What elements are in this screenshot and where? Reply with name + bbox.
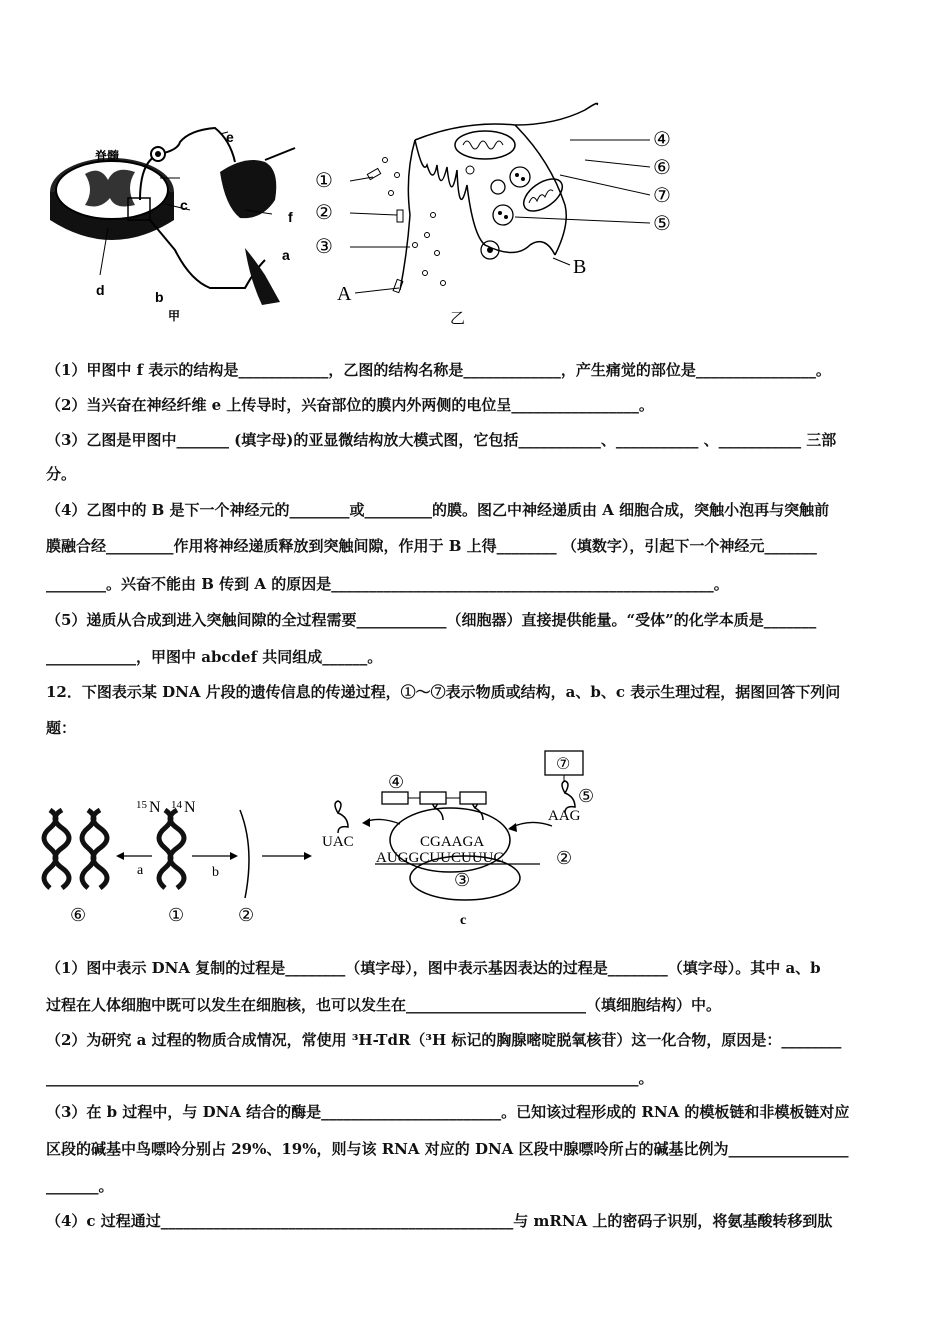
mrna-label-2: ② xyxy=(238,905,255,925)
isotope-15-n: N xyxy=(149,799,161,816)
q12-line-2: 过程在人体细胞中既可以发生在细胞核，也可以发生在________________________（填细胞结构）中。 xyxy=(46,996,722,1014)
spinal-cord-label: 脊髓 xyxy=(95,149,120,163)
q12-line-3: （2）为研究 a 过程的物质合成情况，常使用 ³H-TdR（³H 标记的胸腺嘧啶脱氧核苷）这一化合物，原因是：________ xyxy=(46,1031,842,1049)
q12-line-6: 区段的碱基中鸟嘌呤分别占 29%、19%，则与该 RNA 对应的 DNA 区段中腺嘌呤所占的碱基比例为________________ xyxy=(46,1140,849,1158)
q11-line-4: 分。 xyxy=(46,465,77,483)
q12-line-8: （4）c 过程通过_______________________________________________与 mRNA 上的密码子识别，将氨基酸转移到肽 xyxy=(46,1212,833,1230)
label-a: a xyxy=(282,247,290,263)
figure-reflex-arc xyxy=(40,110,320,330)
synapse-label-3: ③ xyxy=(315,236,333,258)
q12-line-5: （3）在 b 过程中，与 DNA 结合的酶是________________________。已知该过程形成的 RNA 的模板链和非模板链对应 xyxy=(46,1103,850,1121)
q11-line-5: （4）乙图中的 B 是下一个神经元的________或_________的膜。图乙中神经递质由 A 细胞合成，突触小泡再与突触前 xyxy=(46,501,830,519)
figure-synapse xyxy=(315,95,705,335)
dna-helix-6a xyxy=(44,810,69,888)
label-c: c xyxy=(180,197,188,213)
anticodon-cgaaga: CGAAGA xyxy=(420,834,485,850)
anticodon-aag: AAG xyxy=(548,808,581,824)
isotope-14-sup: 14 xyxy=(171,799,182,811)
label-e: e xyxy=(226,129,234,145)
figure-yi-caption: 乙 xyxy=(450,309,466,327)
anticodon-uac: UAC xyxy=(322,834,354,850)
q12-intro-line-2: 题： xyxy=(46,719,77,737)
synapse-label-2: ② xyxy=(315,202,333,224)
q11-line-3: （3）乙图是甲图中_______ (填字母)的亚显微结构放大模式图，它包括___________、___________ 、___________ 三部 xyxy=(46,431,837,449)
q12-line-4: _______________________________________________________________________________。 xyxy=(46,1069,654,1087)
polypeptide-label-4: ④ xyxy=(388,772,405,792)
process-b-label: b xyxy=(212,865,219,880)
figure-jia-caption: 甲 xyxy=(168,309,181,323)
q11-line-7: ________。兴奋不能由 B 传到 A 的原因是___________________________________________________。 xyxy=(46,575,729,593)
q11-line-2: （2）当兴奋在神经纤维 e 上传导时，兴奋部位的膜内外两侧的电位呈_________________。 xyxy=(46,396,654,414)
label-b: b xyxy=(155,289,164,305)
isotope-15-sup: 15 xyxy=(136,799,147,811)
trna-label-5: ⑤ xyxy=(578,786,595,806)
synapse-label-5: ⑤ xyxy=(653,213,671,235)
amino-acid-label-7: ⑦ xyxy=(556,756,571,773)
synapse-label-a: A xyxy=(337,283,352,305)
dna-helix-1 xyxy=(159,810,184,888)
process-c-label: c xyxy=(460,913,467,928)
synapse-label-1: ① xyxy=(315,170,333,192)
figure-gene-expression xyxy=(40,748,620,930)
dna-label-6: ⑥ xyxy=(70,905,87,925)
synapse-label-b: B xyxy=(573,256,587,278)
synapse-label-6: ⑥ xyxy=(653,157,671,179)
isotope-14-n: N xyxy=(184,799,196,816)
synapse-label-7: ⑦ xyxy=(653,185,671,207)
label-d: d xyxy=(96,282,105,298)
q12-intro-line-1: 12．下图表示某 DNA 片段的遗传信息的传递过程，①～⑦表示物质或结构，a、b、c 表示生理过程，据图回答下列问 xyxy=(46,683,841,701)
q12-line-7: _______。 xyxy=(46,1177,114,1195)
q12-line-1: （1）图中表示 DNA 复制的过程是________（填字母），图中表示基因表达的过程是________（填字母）。其中 a、b xyxy=(46,959,821,977)
q11-line-1: （1）甲图中 f 表示的结构是____________，乙图的结构名称是_____________，产生痛觉的部位是________________。 xyxy=(46,361,831,379)
dna-label-1: ① xyxy=(168,905,185,925)
q11-line-9: ____________，甲图中 abcdef 共同组成______。 xyxy=(46,648,383,666)
mrna-sequence: AUGGCUUCUUUC xyxy=(376,850,504,866)
trna-left xyxy=(335,801,348,833)
synapse-label-4: ④ xyxy=(653,129,671,151)
process-a-label: a xyxy=(137,863,144,878)
q11-line-6: 膜融合经_________作用将神经递质释放到突触间隙，作用于 B 上得________ （填数字），引起下一个神经元_______ xyxy=(46,537,817,555)
q11-line-8: （5）递质从合成到进入突触间隙的全过程需要____________（细胞器）直接提供能量。“受体”的化学本质是_______ xyxy=(46,611,817,629)
dna-helix-6b xyxy=(82,810,107,888)
ribosome-label-3: ③ xyxy=(454,870,471,890)
mrna-label-2b: ② xyxy=(556,848,573,868)
label-f: f xyxy=(288,209,293,225)
